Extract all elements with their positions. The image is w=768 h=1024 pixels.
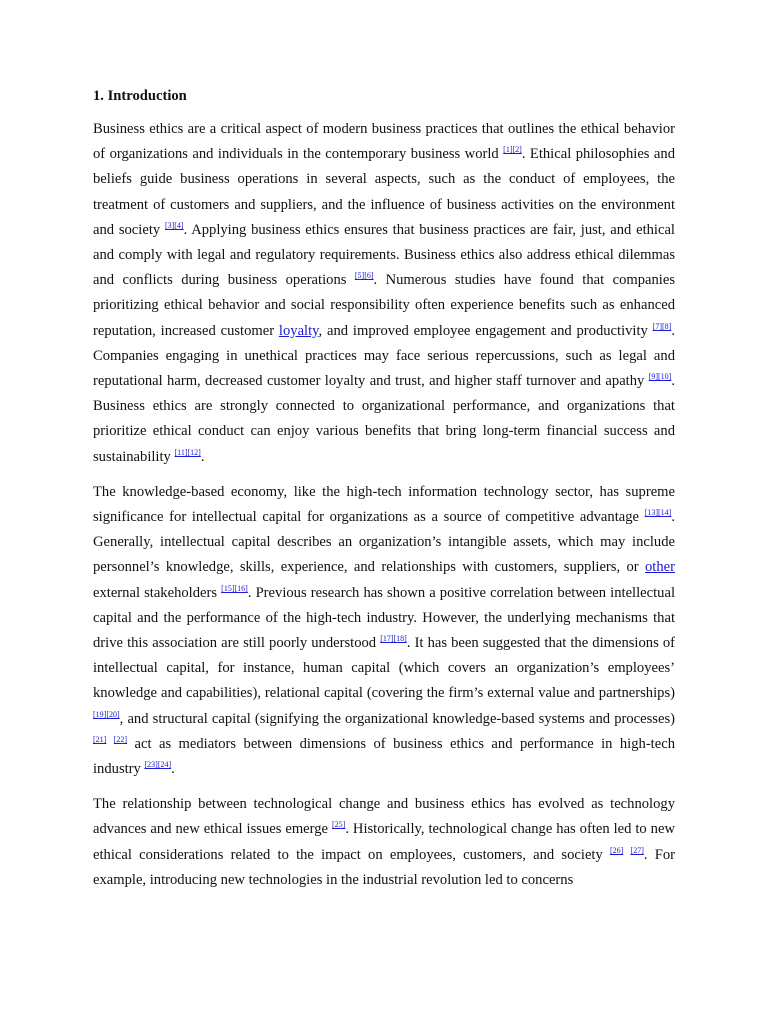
paragraph-text: The relationship between technological change and business ethics has evolved as technology advances and new ethical issues emerge xyxy=(93,796,675,838)
paragraph xyxy=(93,792,675,893)
citation-link[interactable]: [17] xyxy=(380,634,394,644)
paragraph-text: . xyxy=(200,448,205,465)
citation-link[interactable]: [27] xyxy=(630,845,644,855)
paragraph-text: act as mediators between dimensions of business ethics and performance in high-tech industry xyxy=(93,735,675,778)
inline-link[interactable]: loyalty xyxy=(278,322,319,339)
paragraph-text: . Ethical philosophies and beliefs guide business operations in several aspects, such as the conduct of employees, the treatment of customers and suppliers, and the influence of business activities on the environment and society xyxy=(93,146,675,238)
citation-link[interactable]: [23] xyxy=(144,760,158,770)
paragraph-text: . Companies engaging in unethical practices may face serious repercussions, such as legal and reputational harm, decreased customer loyalty and trust, and higher staff turnover and apathy xyxy=(93,322,675,390)
citation-link[interactable]: [21] xyxy=(93,734,107,744)
citation-link[interactable]: [9] xyxy=(648,372,659,382)
citation-link[interactable]: [10] xyxy=(658,372,672,382)
paragraph-text: . For example, introducing new technologies in the industrial revolution led to concerns xyxy=(93,846,675,888)
citation-link[interactable]: [24] xyxy=(157,760,172,770)
document-body xyxy=(93,85,675,903)
citation-link[interactable]: [8] xyxy=(662,321,672,331)
citation-link[interactable]: [4] xyxy=(174,220,184,230)
citation-link[interactable]: [18] xyxy=(393,634,407,644)
paragraph-text: . Generally, intellectual capital describes an organization’s intangible assets, which may include personnel’s knowledge, skills, experience, and relationships with customers, suppliers, or xyxy=(93,509,675,576)
paragraph-text: . Numerous studies have found that companies prioritizing ethical behavior and social responsibility often experience benefits such as enhanced reputation, increased customer xyxy=(93,272,676,339)
citation-link[interactable]: [22] xyxy=(113,734,128,744)
paragraph-text: Business ethics are a critical aspect of modern business practices that outlines the ethical behavior of organizations and individuals in the contemporary business world xyxy=(93,121,675,163)
citation-link[interactable]: [15] xyxy=(221,583,235,593)
citation-link[interactable]: [19] xyxy=(93,709,107,719)
citation-link[interactable]: [25] xyxy=(331,820,346,830)
citation-link[interactable]: [1] xyxy=(503,145,513,155)
section-heading: 1. Introduction xyxy=(93,88,187,104)
citation-link[interactable]: [16] xyxy=(234,583,248,593)
citation-link[interactable]: [5] xyxy=(354,271,365,281)
paragraph-text: . It has been suggested that the dimensions of intellectual capital, for instance, human capital (which covers an organization’s employees’ knowledge and capabilities), relational capital (covering the firm’s external value and partnerships) xyxy=(93,635,675,702)
paragraph-text: , and structural capital (signifying the organizational knowledge-based systems and processes) xyxy=(119,710,675,727)
citation-link[interactable]: [20] xyxy=(106,709,120,719)
paragraph-text: , and improved employee engagement and productivity xyxy=(318,322,653,339)
paragraph-text: . Historically, technological change has often led to new ethical considerations related to the impact on employees, customers, and society xyxy=(93,821,675,863)
paragraph-text xyxy=(106,736,113,752)
paragraph xyxy=(93,480,675,782)
citation-link[interactable]: [3] xyxy=(164,220,175,230)
citation-link[interactable]: [14] xyxy=(658,508,672,518)
citation-link[interactable]: [2] xyxy=(512,145,522,155)
citation-link[interactable]: [7] xyxy=(652,321,662,331)
citation-link[interactable]: [6] xyxy=(364,271,374,281)
paragraph xyxy=(93,117,675,470)
citation-link[interactable]: [26] xyxy=(609,845,624,855)
citation-link[interactable]: [13] xyxy=(644,508,659,518)
inline-link[interactable]: other xyxy=(645,559,675,576)
paragraph-text xyxy=(623,847,630,863)
paragraph-text: . Previous research has shown a positive correlation between intellectual capital and the performance of the high-tech industry. However, the underlying mechanisms that drive this association are still poorly understood xyxy=(93,584,675,652)
citation-link[interactable]: [11] xyxy=(174,447,188,457)
paragraph-text: external stakeholders xyxy=(93,584,222,601)
paragraph-text: . xyxy=(171,761,175,778)
paragraph-text: The knowledge-based economy, like the high-tech information technology sector, has supreme significance for intellectual capital for organizations as a source of competitive advantage xyxy=(93,483,675,526)
paragraph-text: . Applying business ethics ensures that business practices are fair, just, and ethical and comply with legal and regulatory requirements. Business ethics also address ethical dilemmas and conflicts during business operations xyxy=(93,221,675,289)
citation-link[interactable]: [12] xyxy=(187,447,201,457)
paragraph-text: . Business ethics are strongly connected to organizational performance, and organizations that prioritize ethical conduct can enjoy various benefits that bring long-term financial success and sustainability xyxy=(93,373,675,465)
paragraphs-container xyxy=(93,117,675,893)
